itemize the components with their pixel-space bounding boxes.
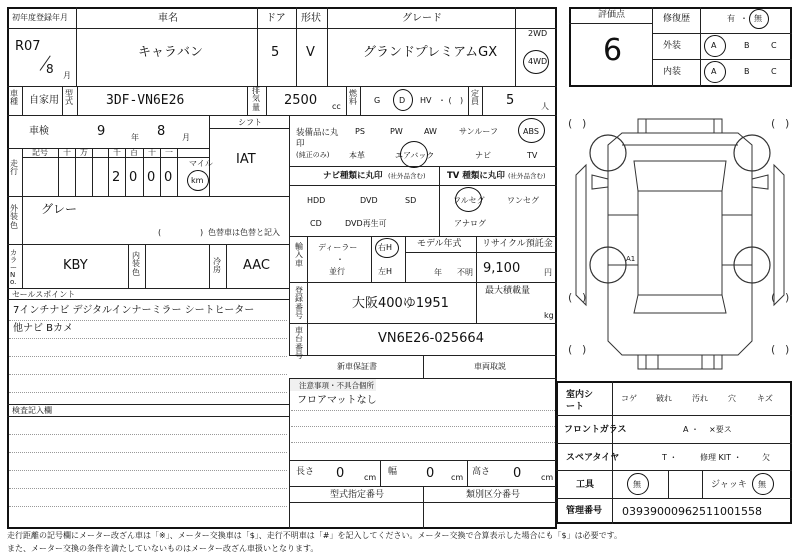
shape-value: V	[306, 45, 315, 60]
door-label: ドア	[266, 13, 286, 24]
chassis-label: 車台番号	[295, 326, 303, 361]
first-reg-label: 初年度登録年月	[12, 13, 68, 22]
mileage-mile: マイル	[189, 159, 213, 168]
warranty-new-car: 新車保証書	[337, 362, 377, 371]
equip-tv: TV	[527, 151, 538, 160]
notes-label: 注意事項・不具合個所	[299, 381, 374, 390]
svg-text:(: (	[771, 343, 776, 356]
navi-sd: SD	[405, 196, 417, 205]
recycle-value: 9,100	[483, 261, 521, 276]
first-reg-year: R07	[15, 39, 41, 54]
grade-label: グレード	[402, 13, 442, 24]
drive-4wd: 4WD	[528, 57, 548, 66]
displacement-value: 2500	[284, 93, 318, 108]
import-right-h: 右H	[378, 243, 393, 252]
svg-text:(: (	[771, 117, 776, 130]
import-left-h: 左H	[378, 267, 393, 276]
mileage-col-hyaku: 百	[130, 148, 138, 157]
type-cert-label: 型式指定番号	[330, 490, 385, 500]
height-unit: cm	[541, 473, 554, 482]
seat-yogore: 汚れ	[692, 394, 708, 403]
interior-color-label: 内装色	[132, 251, 140, 277]
seat-yabure: 破れ	[656, 394, 672, 403]
shift-label: シフト	[238, 118, 262, 127]
shape-label: 形状	[301, 13, 321, 24]
repair-label: 修復歴	[663, 14, 691, 24]
management-label: 管理番号	[566, 506, 603, 516]
mileage-digit-4: 0	[164, 170, 173, 185]
aircon-value: AAC	[243, 258, 270, 273]
spare-tire-t: T ・	[662, 453, 678, 462]
shift-value: IAT	[236, 152, 256, 167]
interior-b: B	[744, 67, 750, 76]
seat-koge: コゲ	[621, 394, 637, 403]
svg-text:): )	[582, 291, 587, 304]
car-damage-diagram	[562, 105, 798, 377]
diagram-a1-mark: A1	[626, 255, 636, 263]
tv-analog: アナログ	[454, 219, 486, 228]
tv-oneseg: ワンセグ	[507, 196, 539, 205]
first-reg-month-unit: 月	[63, 71, 71, 80]
equip-navi: ナビ	[475, 151, 491, 160]
mileage-col-symbol: 記号	[32, 148, 48, 157]
svg-text:): )	[582, 343, 587, 356]
color-note: 色替車は色替と記入	[208, 228, 280, 237]
windshield-label: フロントガラス	[564, 425, 627, 435]
equip-pw: PW	[390, 127, 403, 136]
mileage-col-juu: 十	[148, 148, 156, 157]
seat-kizu: キズ	[757, 394, 773, 403]
equip-sunroof: サンルーフ	[459, 127, 498, 136]
capacity-unit: 人	[541, 102, 549, 111]
exterior-b: B	[744, 41, 750, 50]
mileage-col-man: 万	[80, 148, 88, 157]
svg-text:): )	[785, 343, 790, 356]
interior-seat-label: 室内シート	[566, 390, 594, 412]
width-value: 0	[426, 466, 435, 481]
equipment-label: 装備品に丸印	[296, 128, 339, 149]
color-value: グレー	[41, 202, 78, 216]
use-value: 自家用	[29, 95, 59, 106]
sales-points-line1: 7インチナビ デジタルインナーミラー シートヒーター	[13, 305, 255, 316]
repair-yes: 有	[727, 14, 735, 23]
aircon-label: 冷房	[213, 257, 221, 275]
import-dot: ・	[336, 255, 344, 264]
svg-text:): )	[785, 291, 790, 304]
equip-abs: ABS	[523, 127, 539, 136]
length-label: 長さ	[296, 467, 315, 477]
mileage-label: 走行	[10, 159, 18, 177]
navi-label: ナビ種類に丸印	[323, 171, 383, 181]
score-label: 評価点	[598, 10, 626, 20]
import-label: 輸入車	[295, 242, 303, 268]
svg-text:(: (	[568, 117, 573, 130]
import-parallel: 並行	[329, 267, 345, 276]
notes-value: フロアマットなし	[297, 395, 377, 406]
recycle-label: リサイクル預託金	[482, 239, 553, 249]
grade-value: グランドプレミアムGX	[363, 45, 498, 60]
tv-sub: (社外品含む)	[508, 172, 546, 180]
capacity-value: 5	[506, 93, 515, 108]
jack-value: 無	[758, 480, 766, 489]
model-year-label: モデル年式	[417, 239, 462, 249]
repair-no: 無	[754, 14, 762, 23]
sales-points-label: セールスポイント	[12, 290, 76, 299]
color-paren-close: )	[200, 228, 204, 237]
max-load-unit: kg	[544, 311, 554, 320]
model-year-unknown: 不明	[457, 268, 473, 277]
max-load-label: 最大積載量	[485, 286, 531, 296]
equipment-sub: (純正のみ)	[296, 151, 330, 159]
car-name-label: 車名	[158, 13, 178, 24]
class-label: 類別区分番号	[466, 490, 521, 500]
model-label: 型式	[65, 89, 73, 107]
equip-airbag: エアバック	[395, 151, 435, 160]
model-year-unit: 年	[434, 268, 442, 277]
equip-aw: AW	[424, 127, 437, 136]
footer-line2: また、メーター交換の条件を満たしていないものはメーター改ざん車扱いとなります。	[7, 544, 319, 553]
height-label: 高さ	[472, 467, 491, 477]
drive-2wd: 2WD	[528, 29, 548, 38]
windshield-a: A ・	[683, 425, 700, 434]
exterior-label: 外装	[663, 41, 682, 51]
svg-text:): )	[582, 117, 587, 130]
spare-tire-label: スペアタイヤ	[566, 453, 620, 463]
footer-line1: 走行距離の記号欄にメーター改ざん車は「※」、メーター交換車は「$」、走行不明車は「#」を記入してください。メーター交換で合算表示した場合にも「$」は必要です。	[7, 531, 622, 540]
sales-points-line2: 他ナビ Bカメ	[13, 323, 74, 334]
tools-value: 無	[633, 480, 641, 489]
mileage-digit-3: 0	[147, 170, 156, 185]
tools-label: 工具	[576, 480, 595, 490]
spare-tire-kit: 修理 KIT ・	[700, 453, 742, 462]
color-paren-open: (	[158, 228, 162, 237]
interior-a: A	[711, 67, 717, 76]
interior-label: 内装	[663, 67, 682, 77]
tv-fullseg: フルセグ	[453, 196, 485, 205]
exterior-a: A	[711, 41, 717, 50]
inspection-year-unit: 年	[131, 133, 139, 142]
capacity-label: 定員	[471, 89, 479, 107]
navi-hdd: HDD	[307, 196, 326, 205]
score-value: 6	[603, 33, 623, 68]
navi-cd: CD	[310, 219, 322, 228]
warranty-manual: 車両取説	[474, 362, 506, 371]
color-no-value: KBY	[63, 258, 88, 273]
displacement-label: 排気量	[252, 86, 260, 112]
management-value: 0393900096251100155​8	[622, 505, 762, 518]
recycle-yen: 円	[544, 268, 552, 277]
chassis-value: VN6E26-025664	[378, 331, 484, 346]
tv-label: TV 種類に丸印	[447, 171, 505, 181]
inspection-month-unit: 月	[182, 133, 190, 142]
registration-label: 登録番号	[295, 286, 303, 321]
mileage-digit-1: 2	[112, 170, 121, 185]
exterior-c: C	[771, 41, 777, 50]
svg-text:(: (	[568, 291, 573, 304]
import-dealer: ディーラー	[318, 243, 358, 252]
use-label: 車種	[10, 89, 18, 107]
color-no-label: カラーNo.	[10, 249, 17, 287]
navi-dvd-play: DVD再生可	[345, 219, 387, 228]
mileage-col-sen: 千	[113, 148, 121, 157]
fuel-hv: HV	[420, 96, 432, 105]
equip-ps: PS	[355, 127, 365, 136]
first-reg-month: 8	[46, 62, 54, 76]
seat-ana: 穴	[728, 394, 736, 403]
length-unit: cm	[364, 473, 377, 482]
navi-dvd: DVD	[360, 196, 378, 205]
mileage-col-ten-man: 十	[63, 148, 71, 157]
inspection-month: 8	[157, 124, 166, 139]
repair-dot: ・	[740, 14, 748, 23]
car-name: キャラバン	[138, 45, 204, 60]
fuel-paren-close: )	[460, 96, 464, 105]
windshield-x: ×要ス	[709, 425, 732, 434]
door-value: 5	[271, 45, 280, 60]
interior-c: C	[771, 67, 777, 76]
navi-sub: (社外品含む)	[388, 172, 426, 180]
spare-tire-missing: 欠	[762, 453, 770, 462]
mileage-digit-2: 0	[129, 170, 138, 185]
height-value: 0	[513, 466, 522, 481]
svg-text:(: (	[568, 343, 573, 356]
jack-label: ジャッキ	[711, 480, 747, 490]
registration-value: 大阪400ゆ1951	[352, 296, 449, 311]
model-value: 3DF-VN6E26	[106, 93, 185, 108]
inspection-label: 車検	[29, 126, 49, 137]
equip-leather: 本革	[349, 151, 365, 160]
length-value: 0	[336, 466, 345, 481]
svg-text:): )	[785, 117, 790, 130]
mileage-col-ichi: 一	[165, 148, 173, 157]
inspector-label: 検査記入欄	[12, 406, 52, 415]
fuel-paren: ・ (	[438, 96, 452, 105]
fuel-g: G	[374, 96, 381, 105]
fuel-d: D	[399, 96, 406, 105]
svg-text:(: (	[771, 291, 776, 304]
width-unit: cm	[451, 473, 464, 482]
mileage-km: km	[191, 176, 204, 185]
color-label: 外装色	[10, 204, 18, 230]
fuel-label: 燃料	[349, 89, 357, 107]
displacement-unit: cc	[332, 102, 341, 111]
inspection-year: 9	[97, 124, 106, 139]
width-label: 幅	[388, 467, 398, 477]
